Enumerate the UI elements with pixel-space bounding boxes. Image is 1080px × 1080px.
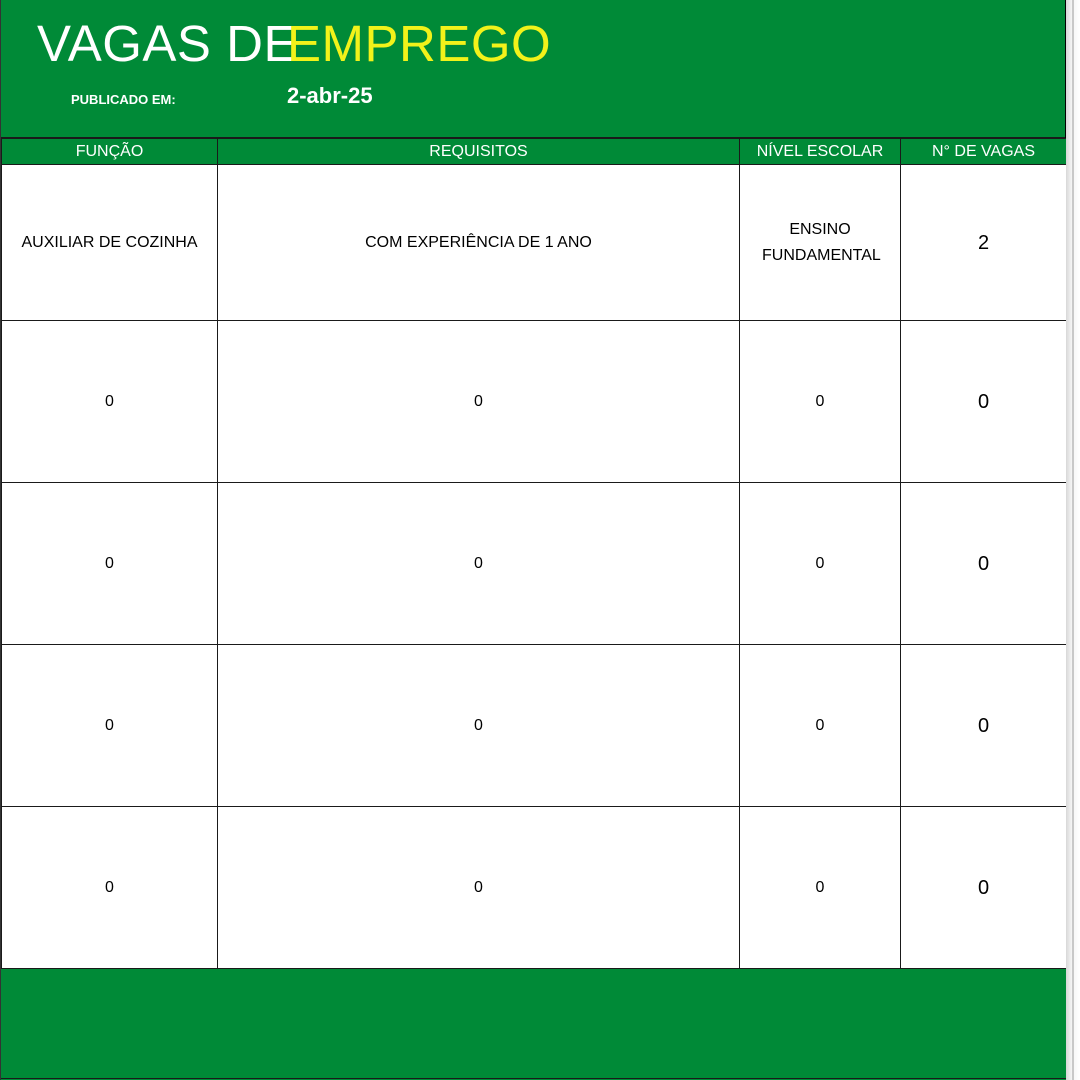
cell-numero-vagas: 0 <box>901 321 1067 483</box>
title-emprego: EMPREGO <box>287 15 552 72</box>
cell-numero-vagas: 2 <box>901 165 1067 321</box>
table-row <box>2 807 1067 969</box>
cell-requisitos: 0 <box>218 321 740 483</box>
title-vagas-de: VAGAS DE <box>37 15 298 72</box>
cell-nivel-escolar: ENSINO FUNDAMENTAL <box>740 165 901 321</box>
footer-divider <box>1 1078 1066 1079</box>
cell-nivel-escolar: 0 <box>740 807 901 969</box>
cell-requisitos: COM EXPERIÊNCIA DE 1 ANO <box>218 165 740 321</box>
cell-funcao: AUXILIAR DE COZINHA <box>2 165 218 321</box>
header-banner <box>1 0 1065 139</box>
cell-requisitos: 0 <box>218 483 740 645</box>
table-row <box>2 321 1067 483</box>
table-row <box>2 483 1067 645</box>
cell-numero-vagas: 0 <box>901 483 1067 645</box>
cell-nivel-escolar: 0 <box>740 483 901 645</box>
table-row <box>2 165 1067 321</box>
cell-numero-vagas: 0 <box>901 645 1067 807</box>
cell-funcao: 0 <box>2 807 218 969</box>
cell-numero-vagas: 0 <box>901 807 1067 969</box>
cell-funcao: 0 <box>2 483 218 645</box>
page-edge-scrollbar[interactable] <box>1066 0 1080 1080</box>
scrollbar-track[interactable] <box>1072 0 1074 1080</box>
table-row <box>2 645 1067 807</box>
table-header-row <box>2 139 1067 165</box>
cell-nivel-escolar: 0 <box>740 645 901 807</box>
column-header-funcao: FUNÇÃO <box>2 139 218 165</box>
published-label: PUBLICADO EM: <box>71 92 176 107</box>
job-table <box>1 138 1067 969</box>
cell-requisitos: 0 <box>218 645 740 807</box>
published-date: 2-abr-25 <box>287 83 373 108</box>
footer-band <box>1 969 1066 1080</box>
column-header-nivel-escolar: NÍVEL ESCOLAR <box>740 139 901 165</box>
column-header-requisitos: REQUISITOS <box>218 139 740 165</box>
cell-funcao: 0 <box>2 645 218 807</box>
cell-requisitos: 0 <box>218 807 740 969</box>
cell-funcao: 0 <box>2 321 218 483</box>
cell-nivel-escolar: 0 <box>740 321 901 483</box>
column-header-numero-vagas: N° DE VAGAS <box>901 139 1067 165</box>
